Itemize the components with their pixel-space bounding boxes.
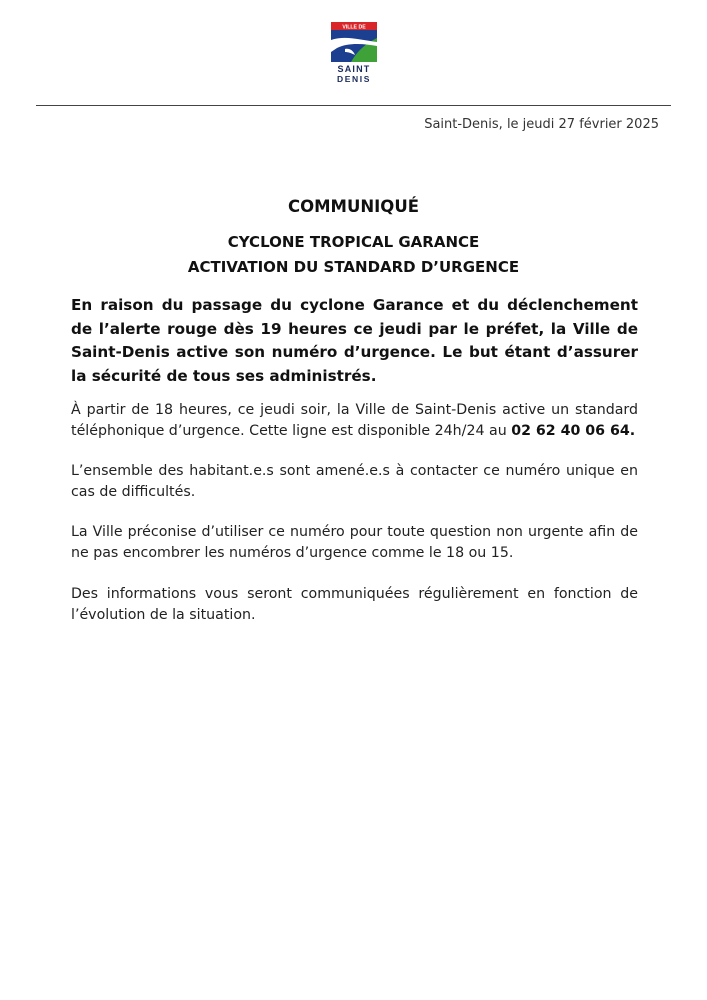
date-line: Saint-Denis, le jeudi 27 février 2025	[424, 117, 659, 132]
city-logo	[331, 22, 377, 84]
document-title: COMMUNIQUÉ	[287, 197, 420, 216]
logo-denis-text: DENIS	[337, 74, 371, 84]
paragraph-updates: Des informations vous seront communiquées régulièrement en fonction de l’évolution de la situation.	[71, 586, 638, 623]
emergency-phone-number: 02 62 40 06 64.	[511, 423, 636, 439]
saint-denis-logo-icon	[331, 22, 377, 84]
subtitle-cyclone: CYCLONE TROPICAL GARANCE	[227, 233, 480, 251]
paragraph-recommendation: La Ville préconise d’utiliser ce numéro pour toute question non urgente afin de ne pas encombrer les numéros d’urgence comme le 18 ou 15.	[71, 524, 638, 561]
paragraph-residents: L’ensemble des habitant.e.s sont amené.e.s à contacter ce numéro unique en cas de difficultés.	[71, 463, 638, 500]
paragraph-standard	[71, 400, 638, 442]
header-divider	[36, 105, 671, 106]
lead-paragraph: En raison du passage du cyclone Garance et du déclenchement de l’alerte rouge dès 19 heures ce jeudi par le préfet, la Ville de Saint-Denis active son numéro d’urgence. Le but étant d’assurer la sécurité de tous ses administrés.	[71, 296, 638, 386]
paragraph-standard-text: À partir de 18 heures, ce jeudi soir, la Ville de Saint-Denis active un standard téléphonique d’urgence. Cette ligne est disponible 24h/24 au	[71, 402, 638, 439]
logo-ville-de-text: VILLE DE	[342, 24, 366, 31]
subtitle-activation: ACTIVATION DU STANDARD D’URGENCE	[187, 258, 520, 276]
logo-saint-text: SAINT	[337, 64, 371, 74]
